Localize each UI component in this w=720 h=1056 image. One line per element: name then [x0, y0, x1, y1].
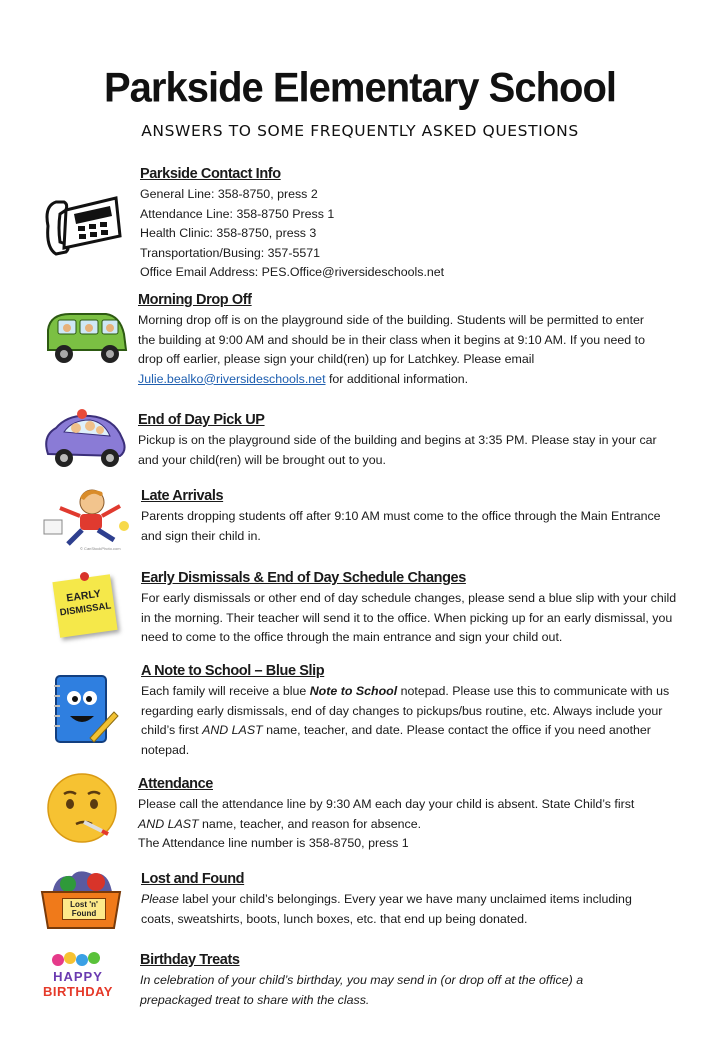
page-title: Parkside Elementary School: [103, 64, 616, 112]
contact-office-email: Office Email Address: PES.Office@riversideschools.net: [140, 265, 445, 279]
attendance-and-last: AND LAST: [138, 816, 199, 831]
pickup-heading: End of Day Pick UP: [138, 412, 265, 428]
lost-please: Please: [141, 892, 179, 906]
contact-transportation: Transportation/Busing: 357-5571: [140, 245, 321, 260]
blue-slip-heading: A Note to School – Blue Slip: [141, 663, 325, 679]
pushpin-icon: [80, 572, 89, 581]
blue-slip-text-a: Each family will receive a blue: [141, 684, 310, 698]
birthday-heading: Birthday Treats: [140, 952, 240, 968]
contact-general-line: General Line: 358-8750, press 2: [140, 187, 318, 201]
happy-birthday-icon: [30, 950, 126, 1006]
blue-slip-text-c: notepad. Please use this to communicate with us regarding early dismissals, end of day changes to pickups/bus routine, etc. Always include your child’s first: [141, 684, 670, 737]
blue-slip-and-last: AND LAST: [202, 723, 263, 737]
lost-text: label your child’s belongings. Every year we have many unclaimed items including coats, sweatshirts, boots, lunch boxes, etc. that end up being donated.: [141, 892, 632, 926]
image-credit: © CanStockPhoto.com: [80, 546, 121, 551]
blue-slip-section: [141, 661, 686, 760]
purple-car-icon: [38, 406, 130, 472]
early-dismissal-note-icon: [52, 574, 117, 638]
dropoff-text: Morning drop off is on the playground side of the building. Students will be permitted to enter the building at 9:00 AM and should be in their class when it begins at 9:10 AM. If you need to drop off earlier, please sign your child(ren) up for Latchkey. Please email: [138, 313, 645, 366]
lost-and-found-box-icon: [38, 866, 124, 936]
birthday-word-happy: HAPPY: [53, 969, 103, 984]
contact-heading: Parkside Contact Info: [140, 166, 281, 182]
birthday-text: In celebration of your child’s birthday, you may send in (or drop off at the office) a prepackaged treat to share with the class.: [140, 973, 584, 1007]
dropoff-text-end: for additional information.: [325, 371, 469, 386]
green-car-icon: [40, 306, 130, 368]
pickup-section: [138, 410, 658, 470]
attendance-heading: Attendance: [138, 776, 213, 792]
lost-and-found-section: [141, 869, 661, 929]
running-child-icon: [40, 486, 132, 552]
lost-found-label-line1: Lost 'n': [70, 900, 98, 909]
note-line-1: EARLY: [65, 587, 102, 605]
blue-slip-text-e: name, teacher, and date. Please contact the office if you need another notepad.: [141, 723, 651, 757]
blue-slip-notepad-name: Note to School: [309, 684, 398, 698]
lost-found-label: [62, 898, 106, 920]
attendance-section: [138, 774, 683, 854]
birthday-word-birthday: BIRTHDAY: [43, 984, 113, 999]
contact-section: [140, 164, 700, 283]
attendance-line-number: The Attendance line number is 358-8750, press 1: [138, 836, 409, 850]
dropoff-email-link[interactable]: Julie.bealko@riversideschools.net: [138, 371, 326, 386]
late-arrivals-text: Parents dropping students off after 9:10 AM must come to the office through the Main Entrance and sign their child in.: [141, 509, 661, 543]
lost-and-found-heading: Lost and Found: [141, 871, 245, 887]
page-subtitle: ANSWERS TO SOME FREQUENTLY ASKED QUESTIONS: [141, 122, 579, 140]
blue-notepad-icon: [50, 672, 120, 748]
dropoff-heading: Morning Drop Off: [138, 292, 252, 308]
sick-emoji-icon: [46, 772, 118, 844]
early-dismissal-text: For early dismissals or other end of day schedule changes, please send a blue slip with your child in the morning. Their teacher will send it to the office. When picking up for an early dismissal, you need to come to the office through the main entrance and sign your child out.: [141, 591, 677, 644]
pickup-text: Pickup is on the playground side of the building and begins at 3:35 PM. Please stay in your car and your child(ren) will be brought out to you.: [138, 433, 657, 467]
note-line-2: DISMISSAL: [59, 600, 112, 619]
attendance-text-c: name, teacher, and reason for absence.: [198, 816, 422, 831]
contact-health-clinic: Health Clinic: 358-8750, press 3: [140, 226, 317, 240]
late-arrivals-section: [141, 486, 661, 546]
early-dismissal-section: [141, 568, 686, 648]
attendance-text-a: Please call the attendance line by 9:30 AM each day your child is absent. State Child’s first: [138, 797, 635, 811]
late-arrivals-heading: Late Arrivals: [141, 488, 224, 504]
early-dismissal-heading: Early Dismissals & End of Day Schedule Changes: [141, 570, 466, 586]
telephone-icon: [42, 192, 124, 258]
lost-found-label-line2: Found: [71, 909, 97, 918]
dropoff-section: [138, 290, 658, 389]
contact-attendance-line: Attendance Line: 358-8750 Press 1: [140, 206, 335, 221]
birthday-section: [140, 950, 640, 1010]
